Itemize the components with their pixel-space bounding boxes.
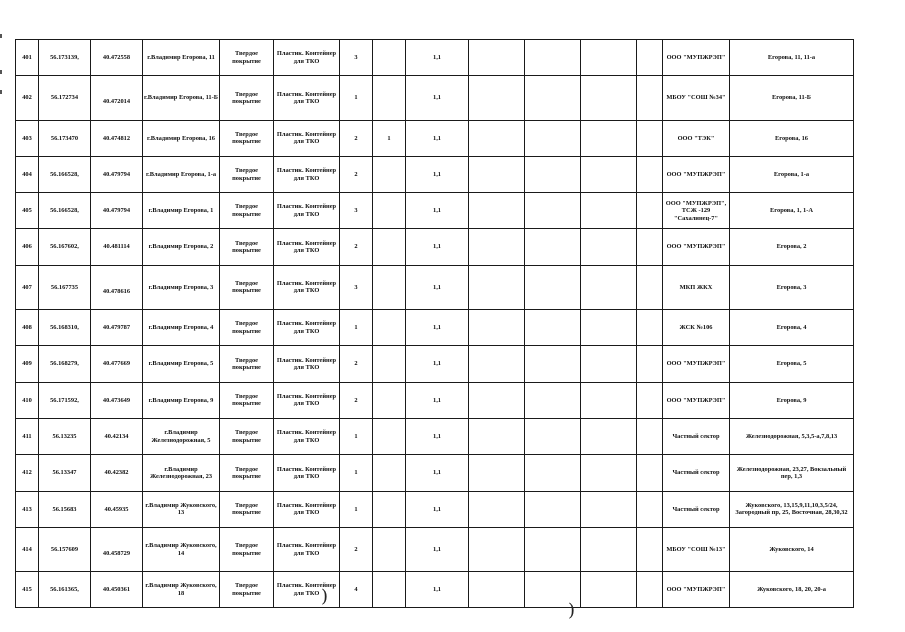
row-number-cell: 409 — [16, 346, 39, 382]
volume-cell: 1,1 — [406, 40, 469, 76]
extra-count-cell — [373, 156, 406, 192]
empty-cell — [469, 310, 525, 346]
empty-cell — [469, 491, 525, 527]
extra-count-cell — [373, 382, 406, 418]
served-addresses-cell: Егорова, 11, 11-а — [730, 40, 854, 76]
container-type-cell: Пластик. Контейнер для ТКО — [274, 418, 340, 454]
served-addresses-cell: Железнодорожная, 23,27, Вокзальный пер, 1,3 — [730, 455, 854, 491]
latitude-cell: 56.173470 — [39, 120, 91, 156]
served-addresses-cell: Жуковского, 13,15,9,11,10,3,5/24, Загородный пр, 25, Восточная, 28,30,32 — [730, 491, 854, 527]
extra-count-cell — [373, 418, 406, 454]
registry-body — [16, 40, 854, 608]
container-count-cell: 1 — [340, 76, 373, 120]
row-number-cell: 405 — [16, 193, 39, 229]
container-count-cell: 2 — [340, 382, 373, 418]
container-count-cell: 3 — [340, 265, 373, 309]
row-number-cell: 411 — [16, 418, 39, 454]
longitude-cell: 40.42134 — [91, 418, 143, 454]
owner-cell: Частный сектор — [663, 491, 730, 527]
served-addresses-cell: Егорова, 9 — [730, 382, 854, 418]
longitude-cell: 40.42382 — [91, 455, 143, 491]
table-row — [16, 418, 854, 454]
extra-count-cell: 1 — [373, 120, 406, 156]
container-type-cell: Пластик. Контейнер для ТКО — [274, 156, 340, 192]
longitude-cell: 40.45935 — [91, 491, 143, 527]
empty-cell — [469, 76, 525, 120]
surface-cell: Твердое покрытие — [220, 120, 274, 156]
address-cell: г.Владимир Егорова, 5 — [143, 346, 220, 382]
container-type-cell: Пластик. Контейнер для ТКО — [274, 76, 340, 120]
latitude-cell: 56.13235 — [39, 418, 91, 454]
empty-cell — [469, 229, 525, 265]
served-addresses-cell: Егорова, 4 — [730, 310, 854, 346]
volume-cell: 1,1 — [406, 76, 469, 120]
empty-cell — [637, 156, 663, 192]
longitude-cell: 40.479794 — [91, 156, 143, 192]
container-count-cell: 2 — [340, 527, 373, 571]
empty-cell — [637, 382, 663, 418]
empty-cell — [469, 418, 525, 454]
empty-cell — [525, 156, 581, 192]
extra-count-cell — [373, 193, 406, 229]
empty-cell — [637, 229, 663, 265]
container-count-cell: 3 — [340, 193, 373, 229]
surface-cell: Твердое покрытие — [220, 76, 274, 120]
latitude-cell: 56.15683 — [39, 491, 91, 527]
container-count-cell: 2 — [340, 229, 373, 265]
scan-edge-mark — [0, 34, 2, 38]
container-type-cell: Пластик. Контейнер для ТКО — [274, 193, 340, 229]
empty-cell — [637, 491, 663, 527]
extra-count-cell — [373, 527, 406, 571]
extra-count-cell — [373, 491, 406, 527]
empty-cell — [637, 418, 663, 454]
empty-cell — [581, 491, 637, 527]
surface-cell: Твердое покрытие — [220, 310, 274, 346]
extra-count-cell — [373, 229, 406, 265]
owner-cell: ООО "МУПЖРЭП", ТСЖ -129 "Сахалинец-7" — [663, 193, 730, 229]
empty-cell — [581, 455, 637, 491]
latitude-cell: 56.166528, — [39, 193, 91, 229]
scan-artifact-mark: ) — [321, 586, 329, 607]
empty-cell — [525, 527, 581, 571]
surface-cell: Твердое покрытие — [220, 382, 274, 418]
latitude-cell: 56.13347 — [39, 455, 91, 491]
empty-cell — [637, 76, 663, 120]
container-type-cell: Пластик. Контейнер для ТКО — [274, 310, 340, 346]
scan-artifact-mark: ) — [568, 600, 576, 621]
surface-cell: Твердое покрытие — [220, 40, 274, 76]
address-cell: г.Владимир Егорова, 1 — [143, 193, 220, 229]
empty-cell — [637, 527, 663, 571]
empty-cell — [637, 346, 663, 382]
owner-cell: ООО "МУПЖРЭП" — [663, 40, 730, 76]
table-row — [16, 76, 854, 120]
empty-cell — [581, 265, 637, 309]
served-addresses-cell: Жуковского, 14 — [730, 527, 854, 571]
surface-cell: Твердое покрытие — [220, 455, 274, 491]
empty-cell — [525, 346, 581, 382]
volume-cell: 1,1 — [406, 572, 469, 608]
scan-edge-mark — [0, 90, 2, 94]
empty-cell — [581, 156, 637, 192]
longitude-cell: 40.478616 — [91, 265, 143, 309]
volume-cell: 1,1 — [406, 156, 469, 192]
empty-cell — [581, 572, 637, 608]
container-count-cell: 1 — [340, 418, 373, 454]
empty-cell — [469, 265, 525, 309]
row-number-cell: 414 — [16, 527, 39, 571]
empty-cell — [469, 346, 525, 382]
container-type-cell: Пластик. Контейнер для ТКО — [274, 382, 340, 418]
row-number-cell: 401 — [16, 40, 39, 76]
empty-cell — [469, 572, 525, 608]
owner-cell: ООО "МУПЖРЭП" — [663, 382, 730, 418]
empty-cell — [525, 382, 581, 418]
container-type-cell: Пластик. Контейнер для ТКО — [274, 265, 340, 309]
extra-count-cell — [373, 346, 406, 382]
owner-cell: Частный сектор — [663, 418, 730, 454]
served-addresses-cell: Жуковского, 18, 20, 20-а — [730, 572, 854, 608]
table-row — [16, 455, 854, 491]
latitude-cell: 56.168310, — [39, 310, 91, 346]
owner-cell: МБОУ "СОШ №13" — [663, 527, 730, 571]
surface-cell: Твердое покрытие — [220, 156, 274, 192]
table-row — [16, 120, 854, 156]
container-count-cell: 1 — [340, 455, 373, 491]
longitude-cell: 40.477669 — [91, 346, 143, 382]
row-number-cell: 413 — [16, 491, 39, 527]
empty-cell — [637, 310, 663, 346]
owner-cell: ООО "МУПЖРЭП" — [663, 572, 730, 608]
owner-cell: ООО "ТЭК" — [663, 120, 730, 156]
container-type-cell: Пластик. Контейнер для ТКО — [274, 572, 340, 608]
address-cell: г.Владимир Железнодорожная, 5 — [143, 418, 220, 454]
container-count-cell: 4 — [340, 572, 373, 608]
empty-cell — [469, 193, 525, 229]
empty-cell — [581, 382, 637, 418]
empty-cell — [637, 193, 663, 229]
volume-cell: 1,1 — [406, 455, 469, 491]
surface-cell: Твердое покрытие — [220, 265, 274, 309]
longitude-cell: 40.458729 — [91, 527, 143, 571]
owner-cell: ООО "МУПЖРЭП" — [663, 229, 730, 265]
container-type-cell: Пластик. Контейнер для ТКО — [274, 491, 340, 527]
longitude-cell: 40.472014 — [91, 76, 143, 120]
row-number-cell: 407 — [16, 265, 39, 309]
container-type-cell: Пластик. Контейнер для ТКО — [274, 455, 340, 491]
empty-cell — [581, 418, 637, 454]
extra-count-cell — [373, 265, 406, 309]
volume-cell: 1,1 — [406, 310, 469, 346]
container-type-cell: Пластик. Контейнер для ТКО — [274, 40, 340, 76]
empty-cell — [525, 265, 581, 309]
owner-cell: МБОУ "СОШ №34" — [663, 76, 730, 120]
row-number-cell: 404 — [16, 156, 39, 192]
owner-cell: МКП ЖКХ — [663, 265, 730, 309]
latitude-cell: 56.157609 — [39, 527, 91, 571]
served-addresses-cell: Егорова, 1-а — [730, 156, 854, 192]
table-row — [16, 310, 854, 346]
table-row — [16, 40, 854, 76]
address-cell: г.Владимир Егорова, 4 — [143, 310, 220, 346]
empty-cell — [469, 40, 525, 76]
container-count-cell: 3 — [340, 40, 373, 76]
owner-cell: Частный сектор — [663, 455, 730, 491]
empty-cell — [581, 229, 637, 265]
volume-cell: 1,1 — [406, 265, 469, 309]
container-count-cell: 1 — [340, 310, 373, 346]
surface-cell: Твердое покрытие — [220, 418, 274, 454]
longitude-cell: 40.479787 — [91, 310, 143, 346]
container-count-cell: 1 — [340, 491, 373, 527]
container-type-cell: Пластик. Контейнер для ТКО — [274, 229, 340, 265]
row-number-cell: 406 — [16, 229, 39, 265]
owner-cell: ЖСК №106 — [663, 310, 730, 346]
empty-cell — [637, 120, 663, 156]
waste-site-registry-table — [15, 39, 854, 608]
empty-cell — [581, 40, 637, 76]
longitude-cell: 40.472558 — [91, 40, 143, 76]
served-addresses-cell: Егорова, 1, 1-А — [730, 193, 854, 229]
extra-count-cell — [373, 76, 406, 120]
empty-cell — [525, 120, 581, 156]
empty-cell — [581, 120, 637, 156]
empty-cell — [525, 310, 581, 346]
surface-cell: Твердое покрытие — [220, 193, 274, 229]
row-number-cell: 410 — [16, 382, 39, 418]
container-type-cell: Пластик. Контейнер для ТКО — [274, 527, 340, 571]
extra-count-cell — [373, 572, 406, 608]
empty-cell — [637, 572, 663, 608]
served-addresses-cell: Железнодорожная, 5,3,5-а,7,8,13 — [730, 418, 854, 454]
row-number-cell: 412 — [16, 455, 39, 491]
empty-cell — [469, 527, 525, 571]
latitude-cell: 56.167602, — [39, 229, 91, 265]
empty-cell — [525, 418, 581, 454]
address-cell: г.Владимир Егорова, 11-Б — [143, 76, 220, 120]
table-row — [16, 382, 854, 418]
empty-cell — [469, 382, 525, 418]
address-cell: г.Владимир Жуковского, 13 — [143, 491, 220, 527]
address-cell: г.Владимир Егорова, 3 — [143, 265, 220, 309]
volume-cell: 1,1 — [406, 193, 469, 229]
row-number-cell: 415 — [16, 572, 39, 608]
scan-edge-mark — [0, 70, 2, 74]
container-count-cell: 2 — [340, 346, 373, 382]
served-addresses-cell: Егорова, 11-Б — [730, 76, 854, 120]
latitude-cell: 56.167735 — [39, 265, 91, 309]
extra-count-cell — [373, 310, 406, 346]
empty-cell — [525, 455, 581, 491]
address-cell: г.Владимир Железнодорожная, 23 — [143, 455, 220, 491]
container-count-cell: 2 — [340, 120, 373, 156]
container-type-cell: Пластик. Контейнер для ТКО — [274, 120, 340, 156]
address-cell: г.Владимир Егорова, 2 — [143, 229, 220, 265]
empty-cell — [469, 120, 525, 156]
empty-cell — [581, 310, 637, 346]
surface-cell: Твердое покрытие — [220, 527, 274, 571]
address-cell: г.Владимир Жуковского, 18 — [143, 572, 220, 608]
empty-cell — [581, 193, 637, 229]
latitude-cell: 56.171592, — [39, 382, 91, 418]
longitude-cell: 40.479794 — [91, 193, 143, 229]
served-addresses-cell: Егорова, 3 — [730, 265, 854, 309]
empty-cell — [525, 76, 581, 120]
surface-cell: Твердое покрытие — [220, 572, 274, 608]
volume-cell: 1,1 — [406, 527, 469, 571]
surface-cell: Твердое покрытие — [220, 346, 274, 382]
latitude-cell: 56.166528, — [39, 156, 91, 192]
served-addresses-cell: Егорова, 16 — [730, 120, 854, 156]
address-cell: г.Владимир Жуковского, 14 — [143, 527, 220, 571]
table-row — [16, 229, 854, 265]
volume-cell: 1,1 — [406, 346, 469, 382]
empty-cell — [581, 527, 637, 571]
address-cell: г.Владимир Егорова, 1-а — [143, 156, 220, 192]
table-row — [16, 572, 854, 608]
table-row — [16, 527, 854, 571]
row-number-cell: 408 — [16, 310, 39, 346]
table-row — [16, 193, 854, 229]
empty-cell — [581, 346, 637, 382]
empty-cell — [637, 40, 663, 76]
served-addresses-cell: Егорова, 5 — [730, 346, 854, 382]
longitude-cell: 40.450361 — [91, 572, 143, 608]
longitude-cell: 40.481114 — [91, 229, 143, 265]
empty-cell — [469, 156, 525, 192]
address-cell: г.Владимир Егорова, 11 — [143, 40, 220, 76]
empty-cell — [637, 455, 663, 491]
empty-cell — [525, 229, 581, 265]
surface-cell: Твердое покрытие — [220, 491, 274, 527]
empty-cell — [637, 265, 663, 309]
volume-cell: 1,1 — [406, 382, 469, 418]
empty-cell — [581, 76, 637, 120]
volume-cell: 1,1 — [406, 229, 469, 265]
latitude-cell: 56.168279, — [39, 346, 91, 382]
table-row — [16, 491, 854, 527]
row-number-cell: 403 — [16, 120, 39, 156]
latitude-cell: 56.161365, — [39, 572, 91, 608]
table-row — [16, 346, 854, 382]
empty-cell — [525, 193, 581, 229]
address-cell: г.Владимир Егорова, 16 — [143, 120, 220, 156]
latitude-cell: 56.172734 — [39, 76, 91, 120]
volume-cell: 1,1 — [406, 120, 469, 156]
owner-cell: ООО "МУПЖРЭП" — [663, 156, 730, 192]
owner-cell: ООО "МУПЖРЭП" — [663, 346, 730, 382]
empty-cell — [525, 40, 581, 76]
extra-count-cell — [373, 455, 406, 491]
address-cell: г.Владимир Егорова, 9 — [143, 382, 220, 418]
table-row — [16, 265, 854, 309]
container-type-cell: Пластик. Контейнер для ТКО — [274, 346, 340, 382]
empty-cell — [469, 455, 525, 491]
volume-cell: 1,1 — [406, 418, 469, 454]
empty-cell — [525, 491, 581, 527]
longitude-cell: 40.473649 — [91, 382, 143, 418]
served-addresses-cell: Егорова, 2 — [730, 229, 854, 265]
table-row — [16, 156, 854, 192]
row-number-cell: 402 — [16, 76, 39, 120]
latitude-cell: 56.173139, — [39, 40, 91, 76]
longitude-cell: 40.474812 — [91, 120, 143, 156]
extra-count-cell — [373, 40, 406, 76]
volume-cell: 1,1 — [406, 491, 469, 527]
container-count-cell: 2 — [340, 156, 373, 192]
surface-cell: Твердое покрытие — [220, 229, 274, 265]
